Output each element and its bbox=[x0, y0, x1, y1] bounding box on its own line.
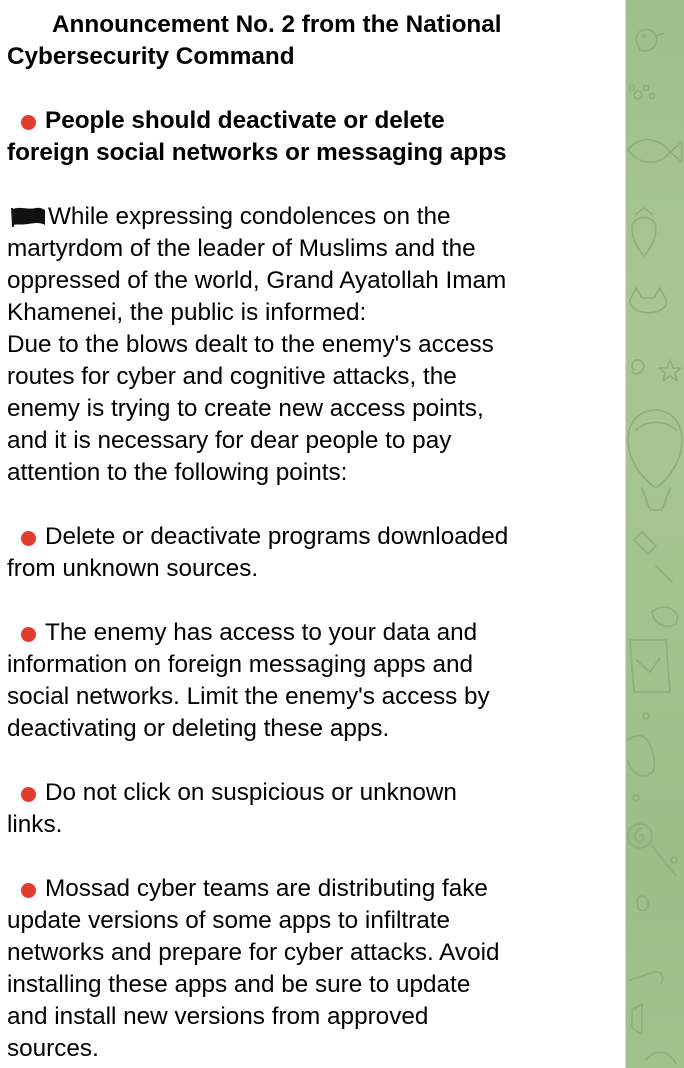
headline-text-1: People should deactivate or delete bbox=[45, 107, 445, 134]
headline-line-2: foreign social networks or messaging apps bbox=[7, 139, 507, 166]
point-text: Do not click on suspicious or unknown bbox=[45, 779, 457, 806]
red-circle-icon bbox=[21, 531, 36, 546]
blank-line bbox=[7, 169, 619, 201]
point-4-line-1 bbox=[7, 873, 619, 905]
red-circle-icon bbox=[21, 787, 36, 802]
point-2-line-4: deactivating or deleting these apps. bbox=[7, 715, 390, 742]
point-4-line-4: installing these apps and be sure to update bbox=[7, 971, 471, 998]
point-text: The enemy has access to your data and bbox=[45, 619, 478, 646]
blank-line bbox=[7, 745, 619, 777]
announcement-title-line-2: Cybersecurity Command bbox=[7, 43, 295, 70]
blank-line bbox=[7, 73, 619, 105]
red-circle-icon bbox=[21, 115, 36, 130]
wallpaper-doodle-pattern bbox=[626, 0, 684, 1068]
intro-line: Khamenei, the public is informed: bbox=[7, 299, 367, 326]
blank-line bbox=[7, 489, 619, 521]
point-4-line-5: and install new versions from approved bbox=[7, 1003, 429, 1030]
point-4-line-6: sources. bbox=[7, 1035, 99, 1062]
point-3-line-2: links. bbox=[7, 811, 63, 838]
point-2-line-1 bbox=[7, 617, 619, 649]
headline-line-1 bbox=[7, 105, 619, 137]
intro-line: attention to the following points: bbox=[7, 459, 348, 486]
point-2-line-3: social networks. Limit the enemy's access by bbox=[7, 683, 490, 710]
intro-line: martyrdom of the leader of Muslims and the bbox=[7, 235, 476, 262]
intro-line: and it is necessary for dear people to pay bbox=[7, 427, 452, 454]
blank-line bbox=[7, 841, 619, 873]
intro-line: oppressed of the world, Grand Ayatollah Imam bbox=[7, 267, 507, 294]
point-text: Delete or deactivate programs downloaded bbox=[45, 523, 509, 550]
intro-line: routes for cyber and cognitive attacks, the bbox=[7, 363, 457, 390]
black-flag-icon bbox=[10, 205, 48, 229]
intro-line: enemy is trying to create new access points, bbox=[7, 395, 484, 422]
announcement-title-line-1: Announcement No. 2 from the National bbox=[52, 11, 502, 38]
intro-text: While expressing condolences on the bbox=[48, 203, 451, 230]
blank-line bbox=[7, 585, 619, 617]
point-4-line-2: update versions of some apps to infiltrate bbox=[7, 907, 450, 934]
point-4-line-3: networks and prepare for cyber attacks. Avoid bbox=[7, 939, 500, 966]
point-3-line-1 bbox=[7, 777, 619, 809]
red-circle-icon bbox=[21, 883, 36, 898]
point-2-line-2: information on foreign messaging apps and bbox=[7, 651, 473, 678]
point-text: Mossad cyber teams are distributing fake bbox=[45, 875, 488, 902]
message-text[interactable] bbox=[7, 9, 619, 1065]
red-circle-icon bbox=[21, 627, 36, 642]
chat-wallpaper bbox=[626, 0, 684, 1068]
intro-line: Due to the blows dealt to the enemy's access bbox=[7, 331, 494, 358]
point-1-line-1 bbox=[7, 521, 619, 553]
intro-line bbox=[7, 201, 619, 233]
point-1-line-2: from unknown sources. bbox=[7, 555, 259, 582]
